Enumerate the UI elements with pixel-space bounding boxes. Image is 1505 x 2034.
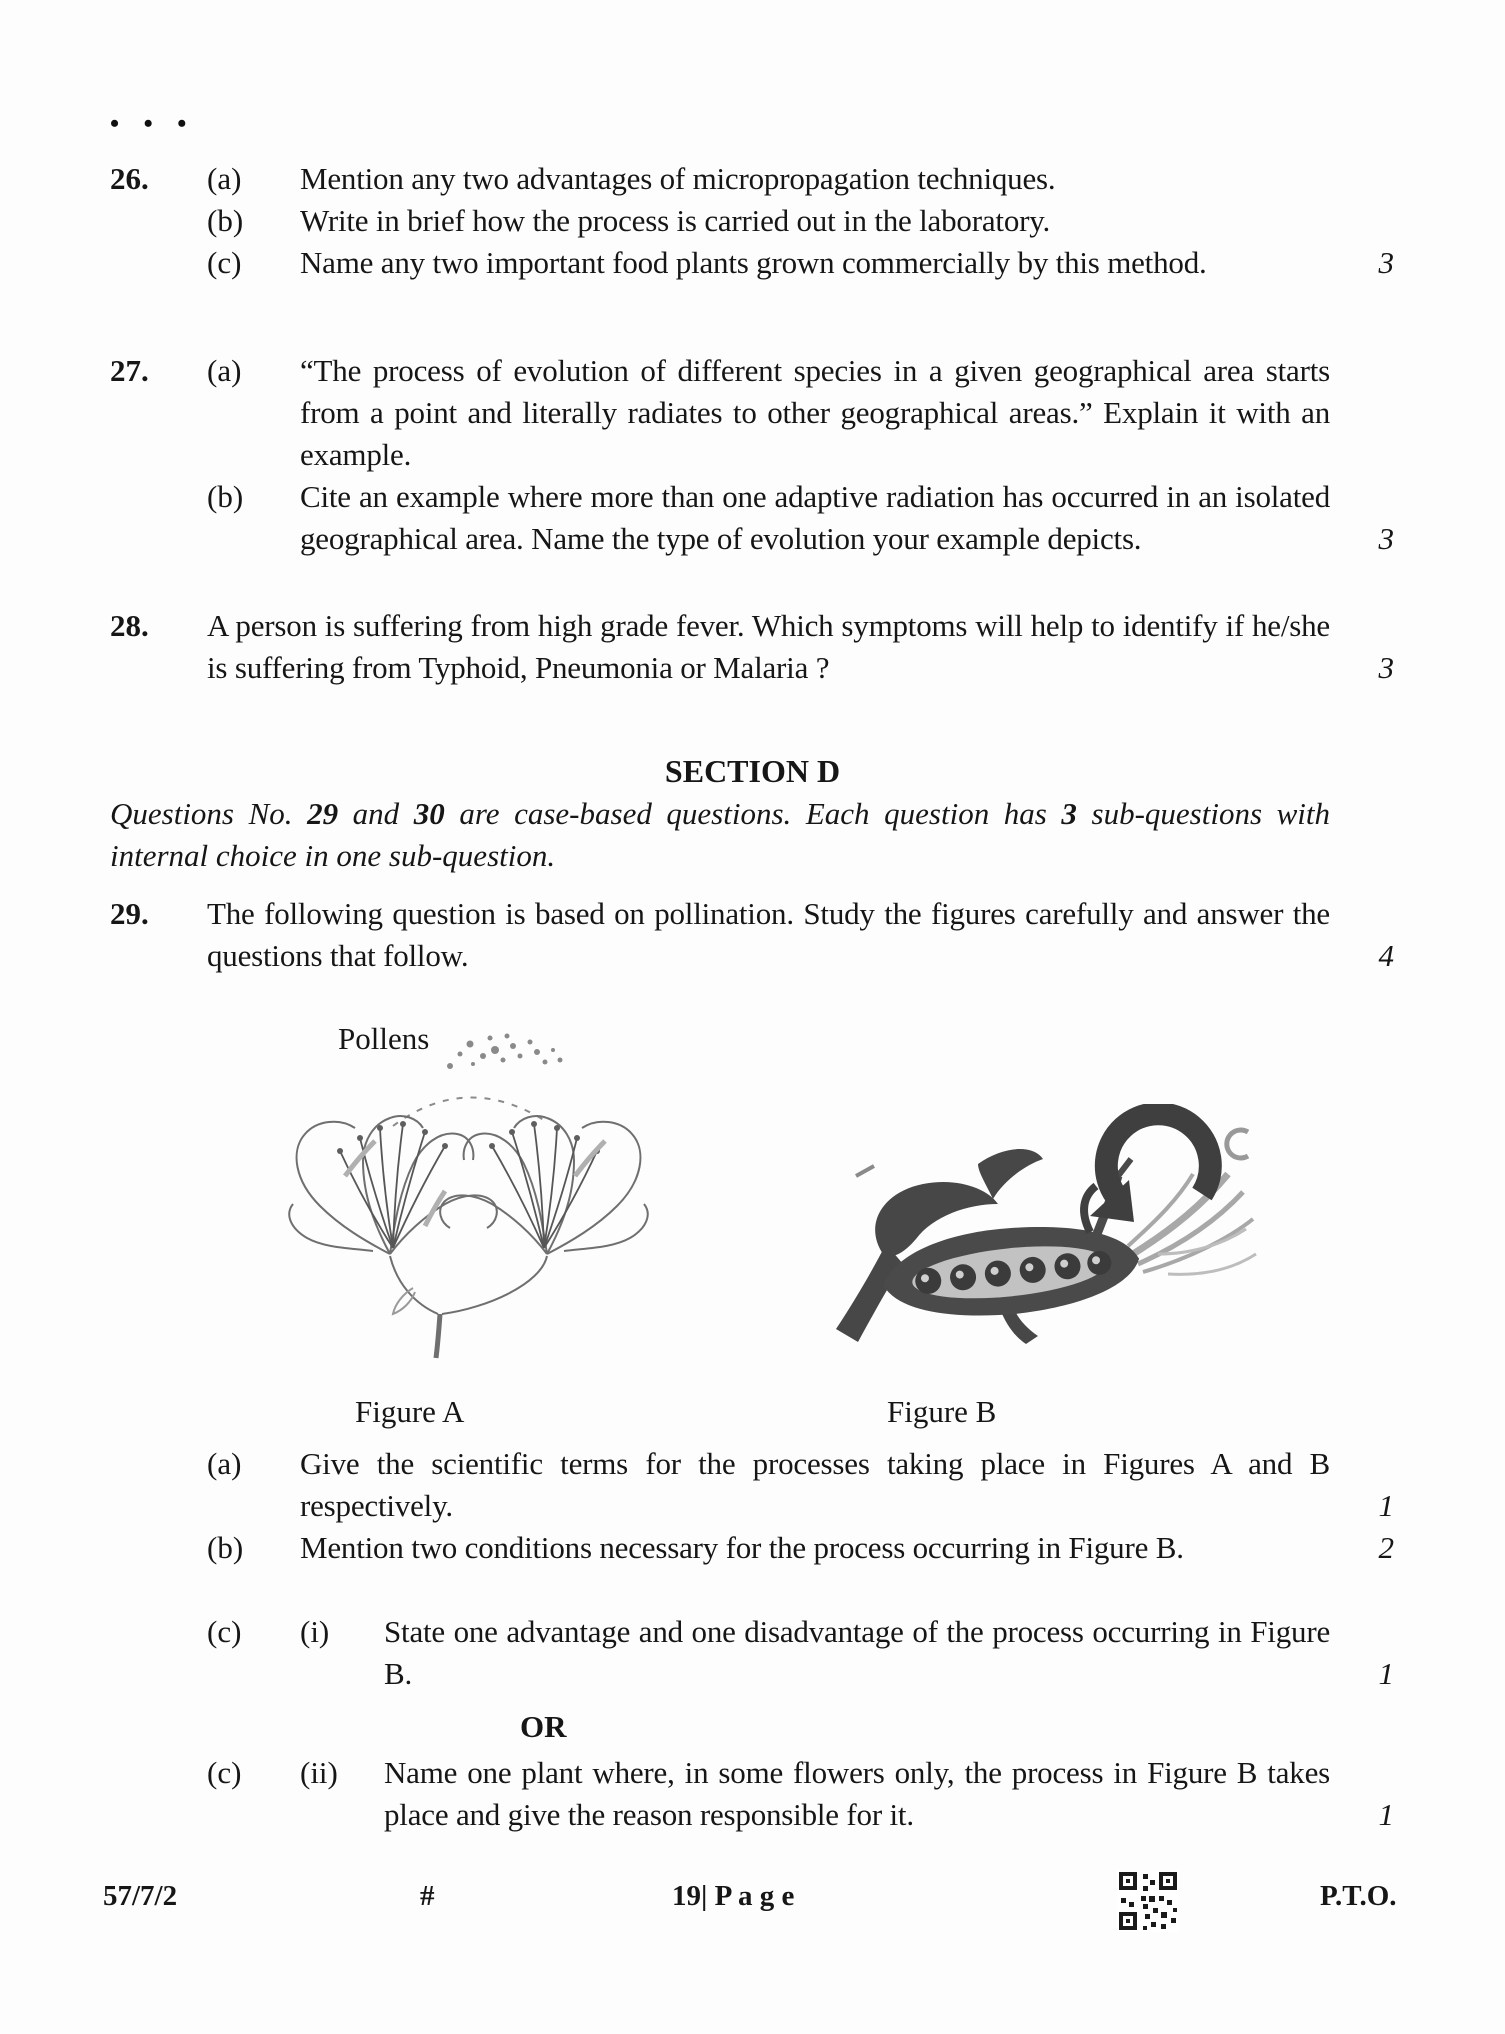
- question-number: [110, 1527, 207, 1569]
- figure-b-caption: Figure B: [887, 1394, 997, 1429]
- question-26: [110, 158, 1400, 284]
- note-subq-count: 3: [1061, 796, 1077, 831]
- question-number: [110, 1443, 207, 1527]
- question-27: [110, 350, 1400, 560]
- part-label: (a): [207, 1446, 242, 1481]
- part-label: (b): [207, 1530, 244, 1565]
- sub-part-label: (ii): [300, 1755, 338, 1790]
- question-number: [110, 242, 207, 284]
- question-number: 26.: [110, 161, 149, 196]
- question-text: The following question is based on pollination. Study the figures carefully and answer the questions that follow.: [207, 896, 1330, 973]
- hash-mark: #: [420, 1880, 435, 1912]
- pollen-grains-icon: [447, 1034, 563, 1070]
- q27-part-a: [110, 350, 1400, 476]
- sub-part-label: (i): [300, 1614, 330, 1649]
- part-label: (a): [207, 161, 242, 196]
- part-label: (c): [207, 1614, 242, 1649]
- part-text: Cite an example where more than one adaptive radiation has occurred in an isolated geographical area. Name the type of evolution your example depicts.: [300, 479, 1330, 556]
- qr-code: [1117, 1870, 1179, 1932]
- part-text: “The process of evolution of different species in a given geographical area starts from a point and literally radiates to other geographical areas.” Explain it with an example.: [300, 353, 1330, 472]
- question-number: [110, 476, 207, 560]
- part-label: (b): [207, 203, 244, 238]
- note-q29-number: 29: [307, 796, 339, 831]
- marks: 2: [1378, 1530, 1394, 1565]
- pollen-c-mark-icon: [1227, 1130, 1248, 1158]
- note-text: and: [338, 796, 414, 831]
- part-text: Give the scientific terms for the processes taking place in Figures A and B respectively.: [300, 1446, 1330, 1523]
- figure-a-caption: Figure A: [355, 1394, 465, 1429]
- marks: 1: [1378, 1488, 1394, 1523]
- q28-body: [110, 605, 1400, 689]
- figure-a-illustration: [245, 1026, 690, 1366]
- note-text: are case-based questions. Each question has: [444, 796, 1062, 831]
- note-q30-number: 30: [413, 796, 445, 831]
- question-text: A person is suffering from high grade fever. Which symptoms will help to identify if he/she is suffering from Typhoid, Pneumonia or Malaria ?: [207, 608, 1330, 685]
- q27-part-b: [110, 476, 1400, 560]
- part-label: (b): [207, 479, 244, 514]
- section-d-heading: SECTION D: [664, 753, 841, 789]
- part-label: (a): [207, 353, 242, 388]
- marks: 3: [1378, 521, 1394, 556]
- part-text: Mention two conditions necessary for the process occurring in Figure B.: [300, 1530, 1184, 1565]
- question-number: 27.: [110, 353, 149, 388]
- part-text: Name one plant where, in some flowers only, the process in Figure B takes place and give the reason responsible for it.: [384, 1755, 1330, 1832]
- q26-part-b: [110, 200, 1400, 242]
- pollens-label: Pollens: [338, 1021, 430, 1056]
- marks: 1: [1378, 1656, 1394, 1691]
- marks: 1: [1378, 1797, 1394, 1832]
- section-d-note: [110, 793, 1330, 877]
- marks: 3: [1378, 650, 1394, 685]
- part-text: Mention any two advantages of micropropagation techniques.: [300, 161, 1056, 196]
- question-number: 28.: [110, 608, 149, 643]
- q29-part-b: [110, 1527, 1400, 1569]
- question-number: [110, 1611, 207, 1695]
- note-text: sub-questions with internal choice in one sub-question.: [110, 796, 1330, 873]
- part-label: (c): [207, 1755, 242, 1790]
- note-text: Questions No.: [110, 796, 308, 831]
- question-29: [110, 893, 1400, 977]
- q26-part-c: [110, 242, 1400, 284]
- marks: 3: [1378, 245, 1394, 280]
- or-choice-label: OR: [520, 1709, 567, 1744]
- question-number: [110, 200, 207, 242]
- marks: 4: [1378, 938, 1394, 973]
- q29-intro: [110, 893, 1400, 977]
- pto-label: P.T.O.: [1320, 1880, 1397, 1912]
- q29-part-a: [110, 1443, 1400, 1527]
- page-number-label: 19| P a g e: [672, 1880, 795, 1912]
- part-text: State one advantage and one disadvantage of the process occurring in Figure B.: [384, 1614, 1330, 1691]
- figure-b-illustration: [828, 1104, 1260, 1346]
- q29-part-c-ii: [110, 1752, 1400, 1836]
- paper-code: 57/7/2: [103, 1880, 178, 1912]
- question-number: [110, 1752, 207, 1836]
- part-text: Write in brief how the process is carried out in the laboratory.: [300, 203, 1051, 238]
- part-text: Name any two important food plants grown commercially by this method.: [300, 245, 1207, 280]
- q26-part-a: [110, 158, 1400, 200]
- part-label: (c): [207, 245, 242, 280]
- question-number: 29.: [110, 896, 149, 931]
- q29-part-c-i: [110, 1611, 1400, 1695]
- question-28: [110, 605, 1400, 689]
- continuation-dots: • • •: [110, 109, 196, 138]
